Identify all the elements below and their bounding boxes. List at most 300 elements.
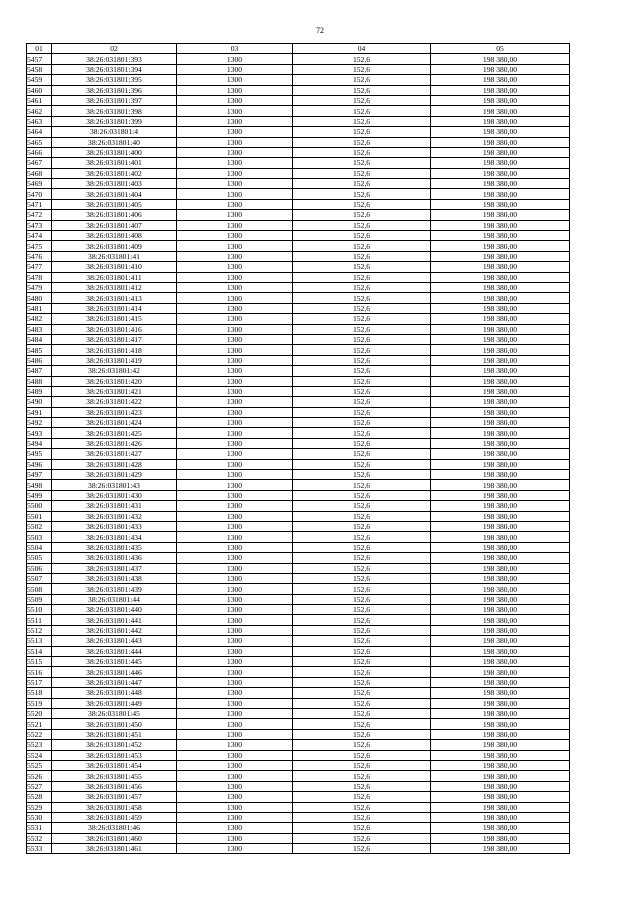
cell-cadastral-value: 198 380,00	[431, 677, 570, 687]
cell-cadastral-value: 198 380,00	[431, 542, 570, 552]
cell-row-number: 5481	[27, 303, 52, 313]
table-row	[27, 95, 570, 105]
cell-cadastral-number: 38:26:031801:460	[52, 833, 177, 843]
cell-category-code: 1300	[177, 345, 293, 355]
cell-area: 152,6	[293, 241, 431, 251]
cell-row-number: 5470	[27, 189, 52, 199]
table-row	[27, 106, 570, 116]
cell-cadastral-value: 198 380,00	[431, 220, 570, 230]
header-col-05: 05	[431, 44, 570, 54]
cell-cadastral-number: 38:26:031801:406	[52, 210, 177, 220]
cell-area: 152,6	[293, 345, 431, 355]
table-row	[27, 542, 570, 552]
cell-cadastral-value: 198 380,00	[431, 366, 570, 376]
cell-row-number: 5512	[27, 625, 52, 635]
cell-area: 152,6	[293, 355, 431, 365]
cell-area: 152,6	[293, 376, 431, 386]
cell-row-number: 5514	[27, 646, 52, 656]
cell-area: 152,6	[293, 760, 431, 770]
cell-row-number: 5515	[27, 657, 52, 667]
cell-cadastral-value: 198 380,00	[431, 397, 570, 407]
cell-row-number: 5532	[27, 833, 52, 843]
table-row	[27, 231, 570, 241]
cell-cadastral-number: 38:26:031801:458	[52, 802, 177, 812]
cell-area: 152,6	[293, 470, 431, 480]
cell-row-number: 5466	[27, 147, 52, 157]
cell-cadastral-number: 38:26:031801:393	[52, 54, 177, 64]
cell-category-code: 1300	[177, 95, 293, 105]
cell-area: 152,6	[293, 729, 431, 739]
cell-cadastral-number: 38:26:031801:400	[52, 147, 177, 157]
table-row	[27, 480, 570, 490]
cell-cadastral-value: 198 380,00	[431, 386, 570, 396]
cell-cadastral-value: 198 380,00	[431, 573, 570, 583]
table-row	[27, 334, 570, 344]
cell-cadastral-number: 38:26:031801:453	[52, 750, 177, 760]
cell-cadastral-number: 38:26:031801:435	[52, 542, 177, 552]
table-row	[27, 303, 570, 313]
cell-category-code: 1300	[177, 210, 293, 220]
cell-category-code: 1300	[177, 521, 293, 531]
page-number: 72	[316, 26, 324, 35]
header-col-01: 01	[27, 44, 52, 54]
table-row	[27, 262, 570, 272]
cell-category-code: 1300	[177, 85, 293, 95]
cell-area: 152,6	[293, 646, 431, 656]
cell-row-number: 5519	[27, 698, 52, 708]
cell-row-number: 5509	[27, 594, 52, 604]
cell-area: 152,6	[293, 459, 431, 469]
cell-category-code: 1300	[177, 376, 293, 386]
table-row	[27, 511, 570, 521]
table-row	[27, 750, 570, 760]
cell-row-number: 5469	[27, 179, 52, 189]
cell-row-number: 5472	[27, 210, 52, 220]
table-row	[27, 158, 570, 168]
cell-row-number: 5479	[27, 282, 52, 292]
cell-cadastral-number: 38:26:031801:418	[52, 345, 177, 355]
table-row	[27, 729, 570, 739]
cell-cadastral-number: 38:26:031801:46	[52, 823, 177, 833]
cell-category-code: 1300	[177, 844, 293, 854]
table-row	[27, 677, 570, 687]
cell-area: 152,6	[293, 844, 431, 854]
cell-area: 152,6	[293, 823, 431, 833]
cell-category-code: 1300	[177, 729, 293, 739]
cell-cadastral-number: 38:26:031801:396	[52, 85, 177, 95]
cell-row-number: 5464	[27, 127, 52, 137]
cell-cadastral-number: 38:26:031801:423	[52, 407, 177, 417]
cell-cadastral-number: 38:26:031801:397	[52, 95, 177, 105]
table-row	[27, 438, 570, 448]
cell-cadastral-number: 38:26:031801:408	[52, 231, 177, 241]
cell-area: 152,6	[293, 127, 431, 137]
cell-category-code: 1300	[177, 241, 293, 251]
table-row	[27, 646, 570, 656]
cell-row-number: 5477	[27, 262, 52, 272]
cell-area: 152,6	[293, 106, 431, 116]
cell-row-number: 5488	[27, 376, 52, 386]
cell-cadastral-number: 38:26:031801:454	[52, 760, 177, 770]
table-row	[27, 615, 570, 625]
cell-category-code: 1300	[177, 573, 293, 583]
cell-cadastral-value: 198 380,00	[431, 147, 570, 157]
table-row	[27, 64, 570, 74]
cell-row-number: 5473	[27, 220, 52, 230]
cell-category-code: 1300	[177, 532, 293, 542]
cell-category-code: 1300	[177, 355, 293, 365]
cell-area: 152,6	[293, 386, 431, 396]
cell-row-number: 5500	[27, 501, 52, 511]
cell-category-code: 1300	[177, 54, 293, 64]
cell-area: 152,6	[293, 563, 431, 573]
cell-cadastral-value: 198 380,00	[431, 282, 570, 292]
cell-row-number: 5499	[27, 490, 52, 500]
cell-category-code: 1300	[177, 470, 293, 480]
cell-row-number: 5524	[27, 750, 52, 760]
cell-area: 152,6	[293, 324, 431, 334]
table-row	[27, 85, 570, 95]
table-row	[27, 376, 570, 386]
cell-cadastral-value: 198 380,00	[431, 449, 570, 459]
table-row	[27, 251, 570, 261]
cell-row-number: 5520	[27, 709, 52, 719]
cell-category-code: 1300	[177, 688, 293, 698]
cell-cadastral-value: 198 380,00	[431, 490, 570, 500]
cell-category-code: 1300	[177, 781, 293, 791]
cell-category-code: 1300	[177, 75, 293, 85]
cell-category-code: 1300	[177, 615, 293, 625]
cell-cadastral-value: 198 380,00	[431, 532, 570, 542]
cell-category-code: 1300	[177, 386, 293, 396]
cell-category-code: 1300	[177, 677, 293, 687]
cell-row-number: 5489	[27, 386, 52, 396]
cell-cadastral-number: 38:26:031801:441	[52, 615, 177, 625]
cell-category-code: 1300	[177, 127, 293, 137]
table-row	[27, 470, 570, 480]
cell-category-code: 1300	[177, 189, 293, 199]
cell-cadastral-value: 198 380,00	[431, 563, 570, 573]
cell-cadastral-value: 198 380,00	[431, 179, 570, 189]
cell-cadastral-value: 198 380,00	[431, 553, 570, 563]
table-row	[27, 54, 570, 64]
cell-category-code: 1300	[177, 158, 293, 168]
cell-cadastral-number: 38:26:031801:440	[52, 605, 177, 615]
cell-cadastral-value: 198 380,00	[431, 781, 570, 791]
cell-category-code: 1300	[177, 605, 293, 615]
table-row	[27, 823, 570, 833]
cell-category-code: 1300	[177, 636, 293, 646]
cell-area: 152,6	[293, 199, 431, 209]
cell-cadastral-number: 38:26:031801:459	[52, 812, 177, 822]
cell-category-code: 1300	[177, 407, 293, 417]
table-row	[27, 563, 570, 573]
cell-area: 152,6	[293, 709, 431, 719]
cell-row-number: 5463	[27, 116, 52, 126]
cell-cadastral-value: 198 380,00	[431, 75, 570, 85]
cell-cadastral-number: 38:26:031801:442	[52, 625, 177, 635]
cell-cadastral-value: 198 380,00	[431, 501, 570, 511]
cell-area: 152,6	[293, 511, 431, 521]
cell-row-number: 5457	[27, 54, 52, 64]
cell-cadastral-value: 198 380,00	[431, 729, 570, 739]
cell-row-number: 5501	[27, 511, 52, 521]
cell-cadastral-value: 198 380,00	[431, 771, 570, 781]
cell-area: 152,6	[293, 657, 431, 667]
cell-cadastral-value: 198 380,00	[431, 334, 570, 344]
cell-row-number: 5513	[27, 636, 52, 646]
cell-category-code: 1300	[177, 314, 293, 324]
cell-row-number: 5480	[27, 293, 52, 303]
cell-cadastral-value: 198 380,00	[431, 231, 570, 241]
cell-category-code: 1300	[177, 459, 293, 469]
header-row	[27, 44, 570, 54]
cell-cadastral-value: 198 380,00	[431, 428, 570, 438]
cell-area: 152,6	[293, 262, 431, 272]
header-col-03: 03	[177, 44, 293, 54]
cell-area: 152,6	[293, 438, 431, 448]
cell-area: 152,6	[293, 428, 431, 438]
cell-area: 152,6	[293, 594, 431, 604]
cell-category-code: 1300	[177, 698, 293, 708]
table-row	[27, 366, 570, 376]
cell-area: 152,6	[293, 750, 431, 760]
cell-cadastral-value: 198 380,00	[431, 719, 570, 729]
table-row	[27, 605, 570, 615]
cell-row-number: 5528	[27, 792, 52, 802]
cell-area: 152,6	[293, 137, 431, 147]
table-row	[27, 127, 570, 137]
cell-row-number: 5468	[27, 168, 52, 178]
cell-area: 152,6	[293, 605, 431, 615]
table-row	[27, 792, 570, 802]
cell-category-code: 1300	[177, 106, 293, 116]
cell-cadastral-number: 38:26:031801:450	[52, 719, 177, 729]
cell-category-code: 1300	[177, 584, 293, 594]
cell-category-code: 1300	[177, 199, 293, 209]
cell-cadastral-value: 198 380,00	[431, 823, 570, 833]
cell-category-code: 1300	[177, 168, 293, 178]
cell-cadastral-number: 38:26:031801:427	[52, 449, 177, 459]
cell-cadastral-number: 38:26:031801:447	[52, 677, 177, 687]
cell-area: 152,6	[293, 314, 431, 324]
cell-category-code: 1300	[177, 667, 293, 677]
cell-area: 152,6	[293, 272, 431, 282]
cell-row-number: 5527	[27, 781, 52, 791]
cell-row-number: 5467	[27, 158, 52, 168]
cell-row-number: 5530	[27, 812, 52, 822]
cell-area: 152,6	[293, 116, 431, 126]
cell-row-number: 5505	[27, 553, 52, 563]
cell-cadastral-number: 38:26:031801:437	[52, 563, 177, 573]
cell-category-code: 1300	[177, 179, 293, 189]
cell-cadastral-value: 198 380,00	[431, 438, 570, 448]
cell-area: 152,6	[293, 418, 431, 428]
cell-cadastral-value: 198 380,00	[431, 760, 570, 770]
cell-area: 152,6	[293, 553, 431, 563]
cell-cadastral-number: 38:26:031801:41	[52, 251, 177, 261]
cell-category-code: 1300	[177, 293, 293, 303]
table-row	[27, 709, 570, 719]
cell-cadastral-value: 198 380,00	[431, 95, 570, 105]
cell-cadastral-value: 198 380,00	[431, 657, 570, 667]
cell-row-number: 5471	[27, 199, 52, 209]
cell-category-code: 1300	[177, 823, 293, 833]
table-row	[27, 282, 570, 292]
table-row	[27, 667, 570, 677]
table-row	[27, 168, 570, 178]
table-row	[27, 781, 570, 791]
cell-area: 152,6	[293, 802, 431, 812]
cell-area: 152,6	[293, 407, 431, 417]
cell-cadastral-number: 38:26:031801:420	[52, 376, 177, 386]
cell-category-code: 1300	[177, 282, 293, 292]
cell-cadastral-value: 198 380,00	[431, 262, 570, 272]
cell-cadastral-value: 198 380,00	[431, 189, 570, 199]
cell-cadastral-number: 38:26:031801:457	[52, 792, 177, 802]
cell-row-number: 5508	[27, 584, 52, 594]
cell-area: 152,6	[293, 625, 431, 635]
table-row	[27, 386, 570, 396]
cell-area: 152,6	[293, 698, 431, 708]
cell-cadastral-value: 198 380,00	[431, 199, 570, 209]
cell-cadastral-number: 38:26:031801:444	[52, 646, 177, 656]
cell-area: 152,6	[293, 449, 431, 459]
cell-cadastral-number: 38:26:031801:412	[52, 282, 177, 292]
cell-row-number: 5491	[27, 407, 52, 417]
cell-area: 152,6	[293, 532, 431, 542]
cell-cadastral-number: 38:26:031801:414	[52, 303, 177, 313]
cell-cadastral-number: 38:26:031801:399	[52, 116, 177, 126]
cell-cadastral-number: 38:26:031801:42	[52, 366, 177, 376]
cell-area: 152,6	[293, 573, 431, 583]
cell-row-number: 5495	[27, 449, 52, 459]
cell-row-number: 5498	[27, 480, 52, 490]
cell-cadastral-number: 38:26:031801:433	[52, 521, 177, 531]
cell-category-code: 1300	[177, 137, 293, 147]
cell-cadastral-number: 38:26:031801:395	[52, 75, 177, 85]
cell-area: 152,6	[293, 75, 431, 85]
cell-cadastral-value: 198 380,00	[431, 293, 570, 303]
cell-cadastral-number: 38:26:031801:411	[52, 272, 177, 282]
cell-category-code: 1300	[177, 480, 293, 490]
cell-cadastral-number: 38:26:031801:402	[52, 168, 177, 178]
cell-area: 152,6	[293, 615, 431, 625]
cell-cadastral-number: 38:26:031801:40	[52, 137, 177, 147]
cell-row-number: 5496	[27, 459, 52, 469]
cell-cadastral-value: 198 380,00	[431, 85, 570, 95]
table-row	[27, 521, 570, 531]
cell-area: 152,6	[293, 158, 431, 168]
cell-area: 152,6	[293, 833, 431, 843]
cell-cadastral-number: 38:26:031801:428	[52, 459, 177, 469]
cell-cadastral-value: 198 380,00	[431, 740, 570, 750]
cell-area: 152,6	[293, 667, 431, 677]
cell-row-number: 5460	[27, 85, 52, 95]
cell-area: 152,6	[293, 740, 431, 750]
cell-area: 152,6	[293, 210, 431, 220]
table-row	[27, 272, 570, 282]
cell-cadastral-number: 38:26:031801:455	[52, 771, 177, 781]
cell-cadastral-number: 38:26:031801:403	[52, 179, 177, 189]
cell-cadastral-number: 38:26:031801:421	[52, 386, 177, 396]
cell-cadastral-number: 38:26:031801:410	[52, 262, 177, 272]
header-col-02: 02	[52, 44, 177, 54]
cell-cadastral-value: 198 380,00	[431, 688, 570, 698]
table-row	[27, 137, 570, 147]
cell-cadastral-number: 38:26:031801:45	[52, 709, 177, 719]
cell-cadastral-number: 38:26:031801:425	[52, 428, 177, 438]
cell-row-number: 5482	[27, 314, 52, 324]
table-row	[27, 501, 570, 511]
cell-row-number: 5529	[27, 802, 52, 812]
cell-row-number: 5474	[27, 231, 52, 241]
cell-cadastral-number: 38:26:031801:422	[52, 397, 177, 407]
table-row	[27, 189, 570, 199]
cell-cadastral-number: 38:26:031801:443	[52, 636, 177, 646]
cell-row-number: 5511	[27, 615, 52, 625]
cell-cadastral-number: 38:26:031801:449	[52, 698, 177, 708]
cell-cadastral-value: 198 380,00	[431, 594, 570, 604]
cell-cadastral-value: 198 380,00	[431, 844, 570, 854]
cell-cadastral-value: 198 380,00	[431, 792, 570, 802]
cell-cadastral-value: 198 380,00	[431, 584, 570, 594]
cell-area: 152,6	[293, 334, 431, 344]
table-row	[27, 573, 570, 583]
cell-category-code: 1300	[177, 792, 293, 802]
table-row	[27, 314, 570, 324]
cell-area: 152,6	[293, 501, 431, 511]
cell-category-code: 1300	[177, 511, 293, 521]
cell-row-number: 5490	[27, 397, 52, 407]
cell-cadastral-number: 38:26:031801:438	[52, 573, 177, 583]
cell-cadastral-value: 198 380,00	[431, 605, 570, 615]
cell-category-code: 1300	[177, 771, 293, 781]
cell-cadastral-value: 198 380,00	[431, 158, 570, 168]
table-row	[27, 584, 570, 594]
table-row	[27, 802, 570, 812]
cell-row-number: 5493	[27, 428, 52, 438]
cell-category-code: 1300	[177, 366, 293, 376]
cell-category-code: 1300	[177, 334, 293, 344]
cell-area: 152,6	[293, 521, 431, 531]
cell-area: 152,6	[293, 636, 431, 646]
cell-cadastral-number: 38:26:031801:461	[52, 844, 177, 854]
cell-cadastral-number: 38:26:031801:409	[52, 241, 177, 251]
cell-category-code: 1300	[177, 64, 293, 74]
cell-row-number: 5506	[27, 563, 52, 573]
cell-cadastral-value: 198 380,00	[431, 345, 570, 355]
cell-category-code: 1300	[177, 802, 293, 812]
cell-row-number: 5487	[27, 366, 52, 376]
cell-cadastral-number: 38:26:031801:445	[52, 657, 177, 667]
cell-row-number: 5485	[27, 345, 52, 355]
cell-row-number: 5478	[27, 272, 52, 282]
cell-category-code: 1300	[177, 719, 293, 729]
cell-cadastral-number: 38:26:031801:456	[52, 781, 177, 791]
cell-category-code: 1300	[177, 147, 293, 157]
cell-cadastral-value: 198 380,00	[431, 407, 570, 417]
table-row	[27, 324, 570, 334]
table-row	[27, 449, 570, 459]
cell-cadastral-number: 38:26:031801:448	[52, 688, 177, 698]
table-row	[27, 428, 570, 438]
cell-row-number: 5502	[27, 521, 52, 531]
cell-cadastral-value: 198 380,00	[431, 625, 570, 635]
table-row	[27, 220, 570, 230]
cell-category-code: 1300	[177, 397, 293, 407]
cell-area: 152,6	[293, 251, 431, 261]
